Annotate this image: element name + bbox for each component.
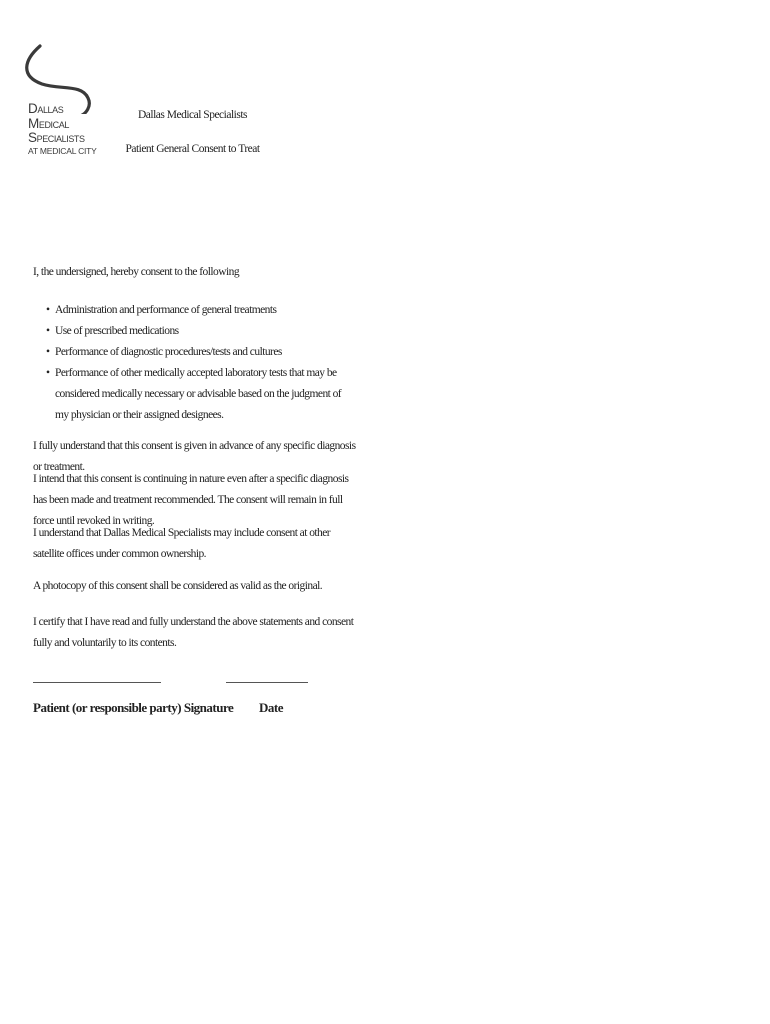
bullet-text: Use of prescribed medications bbox=[55, 325, 179, 337]
paragraph-certification: I certify that I have read and fully understand the above statements and consent fully and voluntarily to its contents. bbox=[33, 616, 354, 649]
paragraph-advance-consent: I fully understand that this consent is given in advance of any specific diagnosis or treatment. bbox=[33, 440, 356, 473]
paragraph-satellite-offices: I understand that Dallas Medical Specialists may include consent at other satellite offices under common ownership. bbox=[33, 527, 331, 560]
bullet-text: Performance of diagnostic procedures/tests and cultures bbox=[55, 346, 282, 358]
bullet-item bbox=[33, 342, 353, 363]
date-line[interactable] bbox=[226, 682, 308, 683]
logo-line-specialists: Specialists bbox=[28, 130, 85, 145]
paragraph-photocopy: A photocopy of this consent shall be considered as valid as the original. bbox=[33, 580, 323, 592]
signature-line[interactable] bbox=[33, 682, 161, 683]
paragraph-continuing-consent: I intend that this consent is continuing in nature even after a specific diagnosis has been made and treatment recommended. The consent will remain in full force until revoked in writing. bbox=[33, 473, 349, 527]
bullet-text: Performance of other medically accepted laboratory tests that may be considered medically necessary or advisable based on the judgment of my physician or their assigned designees. bbox=[55, 367, 342, 421]
logo bbox=[22, 44, 102, 174]
consent-intro: I, the undersigned, hereby consent to the following bbox=[33, 266, 240, 278]
bullet-item bbox=[33, 363, 353, 426]
organization-name: Dallas Medical Specialists bbox=[138, 109, 247, 121]
bullet-item bbox=[33, 321, 353, 342]
logo-line-medical-city: AT MEDICAL CITY bbox=[28, 145, 97, 156]
bullet-icon: • bbox=[46, 325, 50, 337]
bullet-icon: • bbox=[46, 367, 50, 379]
bullet-icon: • bbox=[46, 346, 50, 358]
bullet-text: Administration and performance of general treatments bbox=[55, 304, 277, 316]
logo-line-dallas: Dallas bbox=[28, 101, 64, 116]
logo-text bbox=[28, 102, 97, 155]
signature-label: Patient (or responsible party) Signature bbox=[33, 700, 234, 715]
form-title: Patient General Consent to Treat bbox=[125, 143, 260, 155]
bullet-icon: • bbox=[46, 304, 50, 316]
logo-line-medical: Medical bbox=[28, 115, 69, 131]
date-label: Date bbox=[259, 700, 283, 715]
consent-bullet-list bbox=[33, 300, 353, 426]
bullet-item bbox=[33, 300, 353, 321]
